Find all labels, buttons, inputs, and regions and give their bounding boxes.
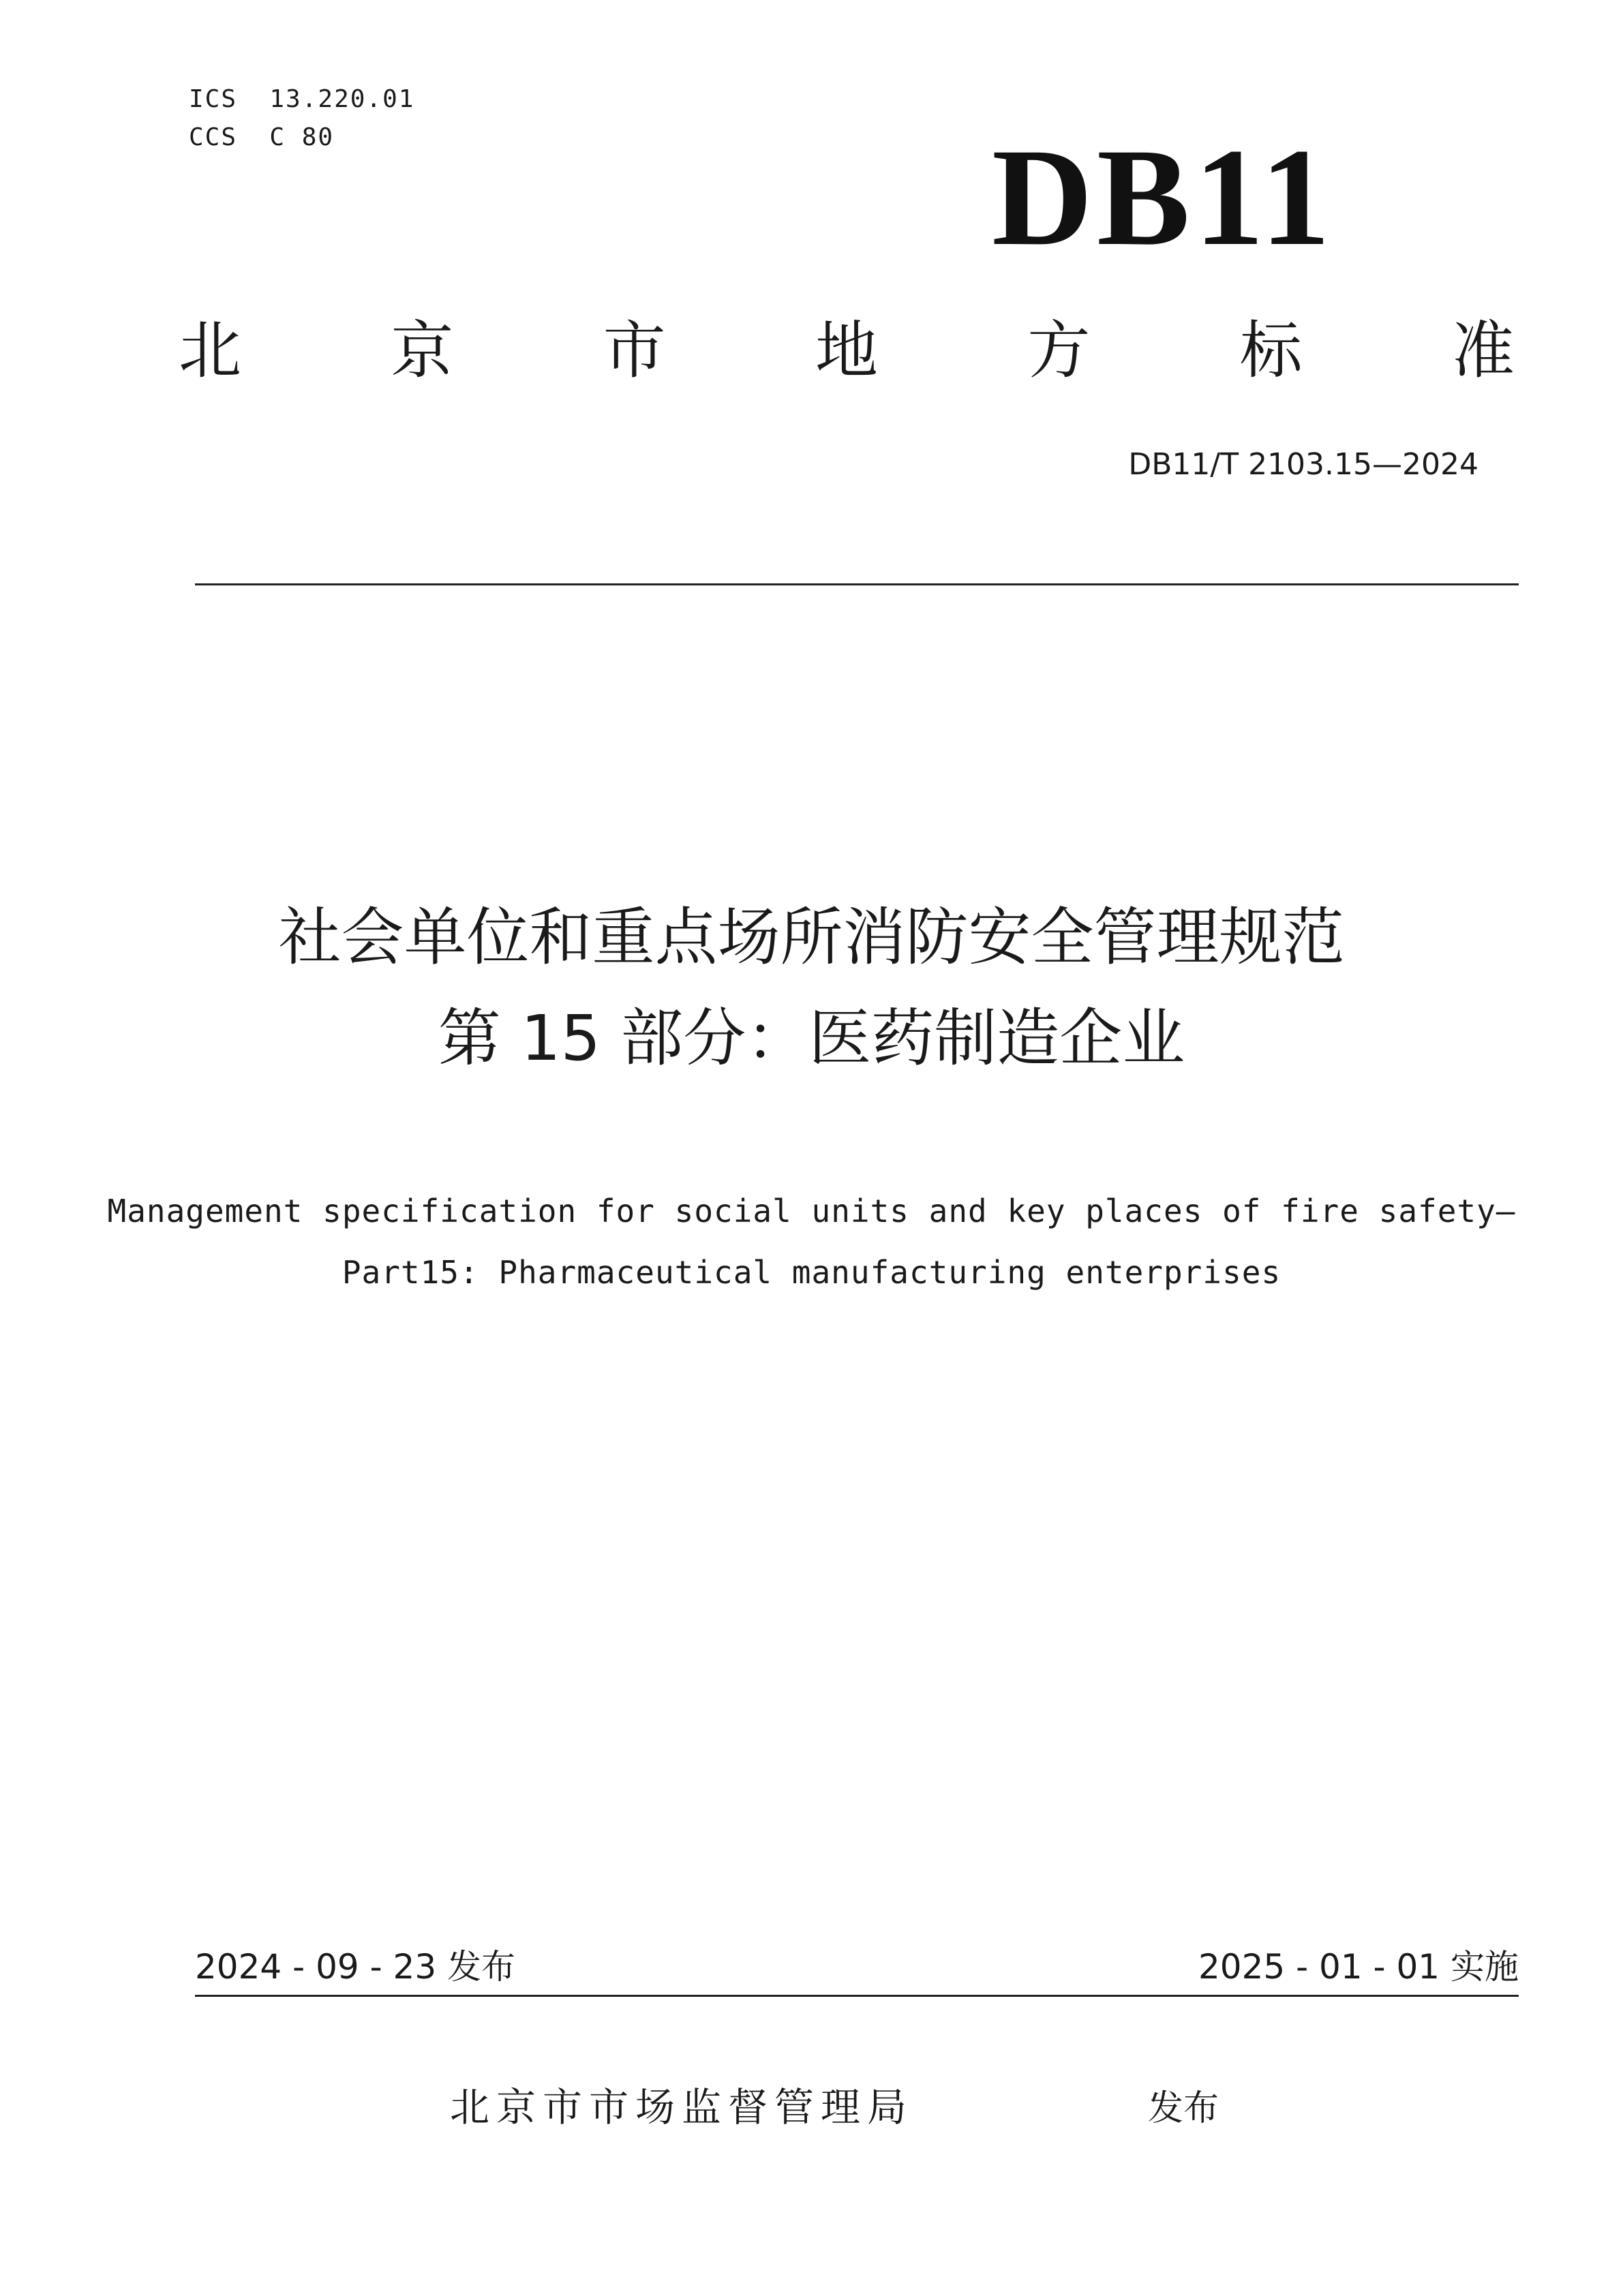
standard-logo: DB11 xyxy=(992,120,1335,275)
standard-type-char: 准 xyxy=(1451,314,1515,387)
date-divider xyxy=(195,1995,1519,1997)
chinese-title-line-2: 第 15 部分：医药制造企业 xyxy=(438,1002,1185,1075)
ics-code: ICS 13.220.01 xyxy=(189,85,415,113)
standard-type-char: 标 xyxy=(1239,314,1303,387)
date-row xyxy=(195,1944,1519,1990)
implement-date: 2025 - 01 - 01 实施 xyxy=(1198,1947,1519,1987)
english-title-line-1: Management specification for social units and key places of fire safety— xyxy=(107,1193,1516,1229)
standard-type-char: 京 xyxy=(391,314,454,387)
english-title xyxy=(41,1180,1582,1303)
ccs-code: CCS C 80 xyxy=(189,123,335,151)
standard-type-char: 地 xyxy=(815,314,878,387)
standard-type-char: 方 xyxy=(1027,314,1091,387)
standard-type-char: 市 xyxy=(603,314,666,387)
standard-type-char: 北 xyxy=(179,314,242,387)
chinese-title-line-1: 社会单位和重点场所消防安全管理规范 xyxy=(278,901,1345,974)
chinese-title xyxy=(68,887,1555,1089)
standard-number: DB11/T 2103.15—2024 xyxy=(1128,447,1478,482)
issuing-authority: 北京市市场监督管理局 xyxy=(450,2084,914,2130)
header-divider xyxy=(195,583,1519,585)
classification-codes xyxy=(189,80,414,157)
issue-action: 发布 xyxy=(1148,2088,1219,2129)
english-title-line-2: Part15: Pharmaceutical manufacturing enterprises xyxy=(342,1254,1281,1291)
publish-date: 2024 - 09 - 23 发布 xyxy=(195,1947,516,1987)
standard-type-title xyxy=(179,310,1515,392)
